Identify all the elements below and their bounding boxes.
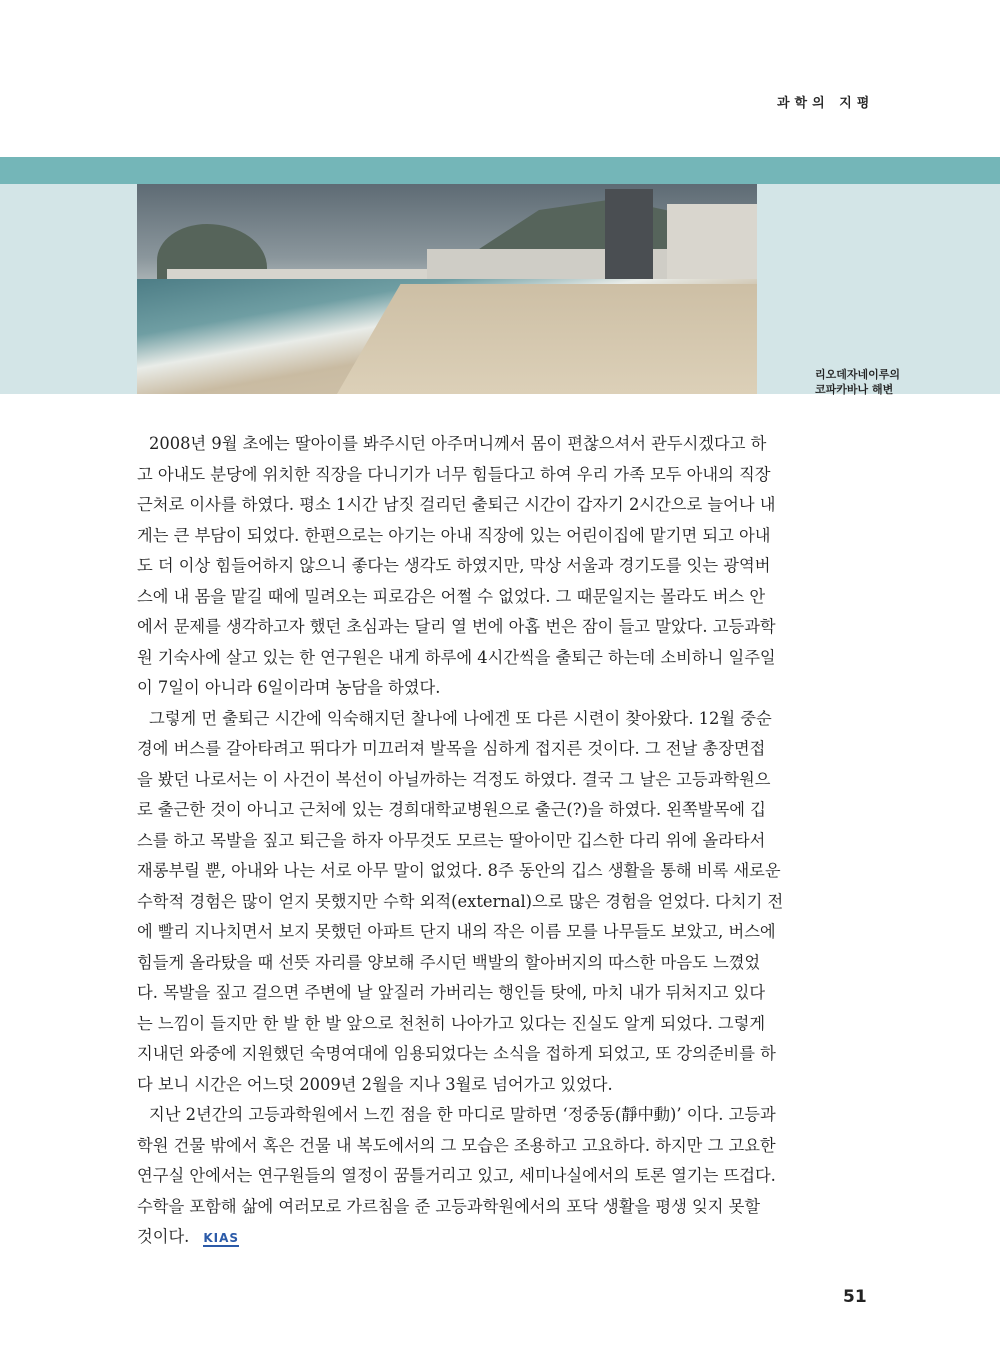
teal-band [0, 157, 1000, 184]
text-line [137, 1100, 776, 1131]
text-line-content: 스에 내 몸을 맡길 때에 밀려오는 피로감은 어쩔 수 없었다. 그 때문일지는 몰라도 버스 안 [137, 586, 766, 606]
text-line [137, 612, 776, 643]
text-line-content: 수학을 포함해 삶에 여러모로 가르침을 준 고등과학원에서의 포닥 생활을 평생 잊지 못할 [137, 1196, 761, 1216]
kias-logo: KIAS [203, 1231, 240, 1245]
text-line [137, 978, 766, 1009]
text-line [137, 734, 766, 765]
text-line [137, 490, 776, 521]
beach-photo [137, 184, 757, 394]
text-line [137, 948, 761, 979]
text-line-content: 원 기숙사에 살고 있는 한 연구원은 내게 하루에 4시간씩을 출퇴근 하는데 소비하니 일주일 [137, 647, 776, 667]
text-line [137, 917, 776, 948]
text-line-content: 학원 건물 밖에서 혹은 건물 내 복도에서의 그 모습은 조용하고 고요하다. 하지만 그 고요한 [137, 1135, 776, 1155]
article-body [137, 429, 784, 1253]
caption-line: 코파카바나 해변 [815, 383, 894, 396]
text-line [137, 887, 784, 918]
text-line [137, 1222, 757, 1253]
text-line [137, 795, 766, 826]
text-line-content: 연구실 안에서는 연구원들의 열정이 꿈틀거리고 있고, 세미나실에서의 토론 열기는 뜨겁다. [137, 1166, 776, 1185]
text-line [137, 826, 766, 857]
text-line [137, 765, 771, 796]
text-line [137, 460, 771, 491]
photo-caption [815, 367, 900, 397]
text-line-content: 에서 문제를 생각하고자 했던 초심과는 달리 열 번에 아홉 번은 잠이 들고 말았다. 고등과학 [137, 617, 776, 636]
text-line-content: 경에 버스를 갈아타려고 뛰다가 미끄러져 발목을 심하게 접지른 것이다. 그 전날 총장면접 [137, 739, 766, 758]
text-line [137, 1009, 766, 1040]
text-line-content: 고 아내도 분당에 위치한 직장을 다니기가 너무 힘들다고 하여 우리 가족 모두 아내의 직장 [137, 464, 771, 484]
text-line-content: 스를 하고 목발을 짚고 퇴근을 하자 아무것도 모르는 딸아이만 깁스한 다리 위에 올라타서 [137, 830, 766, 850]
text-line-content: 다 보니 시간은 어느덧 2009년 2월을 지나 3월로 넘어가고 있었다. [137, 1074, 613, 1094]
text-line-content: 을 봤던 나로서는 이 사건이 복선이 아닐까하는 걱정도 하였다. 결국 그 날은 고등과학원으 [137, 769, 771, 789]
text-line-content: 그렇게 먼 출퇴근 시간에 익숙해지던 찰나에 나에겐 또 다른 시련이 찾아왔다. 12월 중순 [149, 708, 772, 728]
text-line-content: 로 출근한 것이 아니고 근처에 있는 경희대학교병원으로 출근(?)을 하였다. 왼쪽발목에 깁 [137, 800, 766, 819]
page-number: 51 [843, 1287, 867, 1307]
text-line-content: 지내던 와중에 지원했던 숙명여대에 임용되었다는 소식을 접하게 되었고, 또 강의준비를 하 [137, 1044, 776, 1063]
text-line-content: 도 더 이상 힘들어하지 않으니 좋다는 생각도 하였지만, 막상 서울과 경기도를 잇는 광역버 [137, 556, 771, 575]
text-line [137, 1161, 776, 1192]
caption-line: 리오데자네이루의 [815, 368, 901, 381]
text-line-content: 것이다. [137, 1227, 190, 1246]
text-line [137, 521, 771, 552]
text-line [137, 582, 766, 613]
text-line [137, 1039, 776, 1070]
text-line [137, 1131, 776, 1162]
text-line-content: 2008년 9월 초에는 딸아이를 봐주시던 아주머니께서 몸이 편찮으셔서 관두시겠다고 하 [149, 434, 767, 453]
text-line [137, 643, 776, 674]
paragraph [137, 1100, 776, 1253]
text-line-content: 에 빨리 지나치면서 보지 못했던 아파트 단지 내의 작은 이름 모를 나무들도 보았고, 버스에 [137, 922, 776, 941]
text-line-content: 수학적 경험은 많이 얻지 못했지만 수학 외적(external)으로 많은 경험을 얻었다. 다치기 전 [137, 891, 784, 911]
text-line-content: 이 7일이 아니라 6일이라며 농담을 하였다. [137, 678, 441, 697]
text-line [137, 704, 772, 735]
text-line-content: 재롱부릴 뿐, 아내와 나는 서로 아무 말이 없었다. 8주 동안의 깁스 생활을 통해 비록 새로운 [137, 861, 781, 880]
text-line-content: 다. 목발을 짚고 걸으면 주변에 날 앞질러 가버리는 행인들 탓에, 마치 내가 뒤처지고 있다 [137, 983, 766, 1002]
paragraph [137, 704, 784, 1101]
text-line-content: 게는 큰 부담이 되었다. 한편으로는 아기는 아내 직장에 있는 어린이집에 맡기면 되고 아내 [137, 525, 771, 545]
text-line-content: 힘들게 올라탔을 때 선뜻 자리를 양보해 주시던 백발의 할아버지의 따스한 마음도 느꼈었 [137, 952, 761, 972]
text-line [137, 1192, 761, 1223]
paragraph [137, 429, 776, 704]
text-line-content: 는 느낌이 들지만 한 발 한 발 앞으로 천천히 나아가고 있다는 진실도 알게 되었다. 그렇게 [137, 1013, 766, 1033]
text-line [137, 673, 757, 704]
section-header: 과학의 지평 [777, 96, 875, 111]
text-line [137, 429, 767, 460]
text-line [137, 551, 771, 582]
text-line-content: 근처로 이사를 하였다. 평소 1시간 남짓 걸리던 출퇴근 시간이 갑자기 2시간으로 늘어나 내 [137, 495, 776, 514]
text-line [137, 1070, 757, 1101]
text-line [137, 856, 781, 887]
text-line-content: 지난 2년간의 고등과학원에서 느낀 점을 한 마디로 말하면 ‘정중동(靜中動)’ 이다. 고등과 [149, 1105, 776, 1124]
